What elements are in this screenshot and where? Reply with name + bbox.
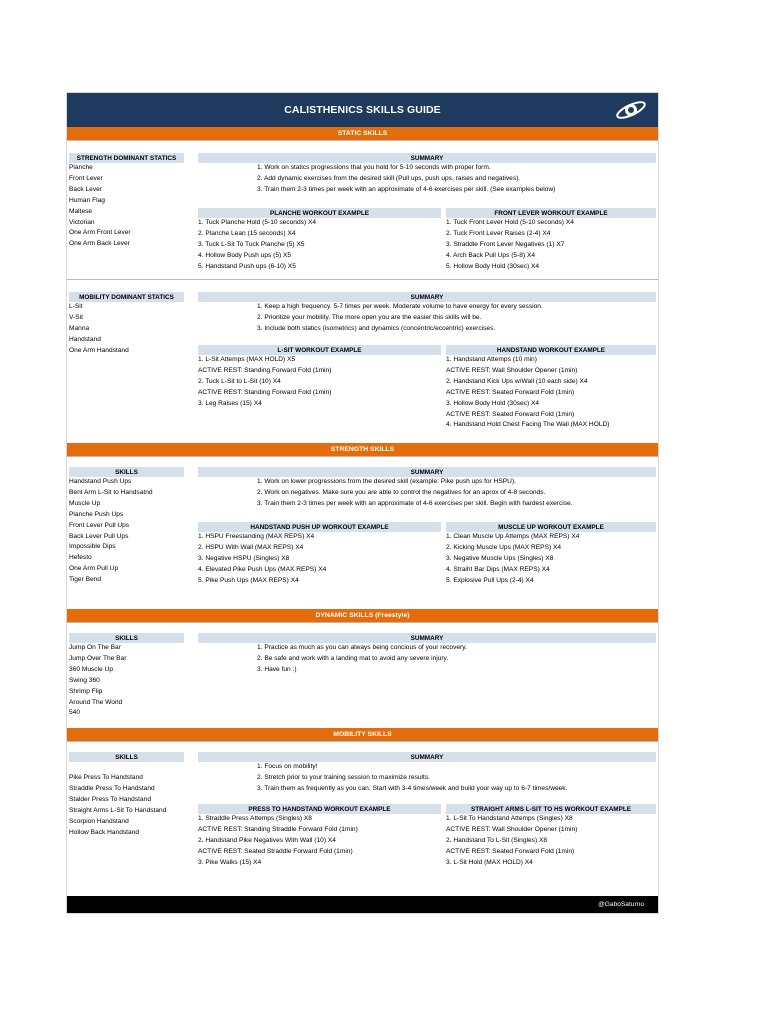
line-list bbox=[69, 643, 184, 719]
list-item: ACTIVE REST: Seated Straddle Forward Fold (1min) bbox=[198, 847, 353, 855]
line-list bbox=[198, 762, 656, 795]
l-sit-workout-heading: L-SIT WORKOUT EXAMPLE bbox=[198, 345, 441, 355]
front-lever-workout bbox=[446, 208, 656, 273]
list-item: 3. Negative HSPU (Singles) X8 bbox=[198, 554, 290, 562]
author-handle: @GaboSaturno bbox=[598, 901, 644, 908]
list-item: Handstand Push Ups bbox=[69, 478, 132, 485]
list-item: 1. Work on lower progressions from the desired skill (example: Pike push ups for HSPU). bbox=[257, 478, 516, 485]
list-item: One Arm Front Lever bbox=[69, 229, 131, 237]
list-item: Scorpion Handstand bbox=[69, 817, 129, 825]
list-item: Planche Push Ups bbox=[69, 510, 124, 518]
list-item: Manna bbox=[69, 324, 90, 332]
dynamic-skills-list bbox=[69, 633, 184, 719]
line-list bbox=[198, 163, 656, 196]
band-dynamic-skills: DYNAMIC SKILLS (Freestyle) bbox=[67, 609, 658, 622]
mobility-statics-heading: MOBILITY DOMINANT STATICS bbox=[69, 292, 184, 302]
planche-workout bbox=[198, 208, 441, 273]
list-item: 5. Pike Push Ups (MAX REPS) X4 bbox=[198, 576, 299, 584]
line-list bbox=[69, 302, 184, 357]
dynamic-skills-heading: SKILLS bbox=[69, 633, 184, 643]
list-item: ACTIVE REST: Standing Straddle Forward Fold (1min) bbox=[198, 825, 358, 833]
list-item: 1. L-Sit To Handstand Attemps (Singles) X8 bbox=[446, 815, 573, 822]
list-item: Swing 360 bbox=[69, 676, 100, 684]
list-item: Front Lever bbox=[69, 174, 103, 182]
list-item: Maltese bbox=[69, 207, 93, 215]
straight-arms-workout-heading: STRAIGHT ARMS L-SIT TO HS WORKOUT EXAMPLE bbox=[446, 804, 656, 814]
line-list bbox=[198, 218, 441, 273]
list-item: 1. HSPU Freestanding (MAX REPS) X4 bbox=[198, 533, 315, 540]
handstand-workout bbox=[446, 345, 656, 431]
list-item: 3. Negative Muscle Ups (Singles) X8 bbox=[446, 554, 554, 562]
saturn-logo-icon bbox=[614, 98, 648, 122]
summary-heading: SUMMARY bbox=[198, 633, 656, 643]
band-mobility-skills: MOBILITY SKILLS bbox=[67, 728, 658, 741]
list-item: 3. Train them 2-3 times per week with an approximate of 4-6 exercises per skill. Begin with hardest exercise. bbox=[257, 499, 573, 507]
band-static-skills: STATIC SKILLS bbox=[67, 127, 658, 140]
list-item: 2. Add dynamic exercises from the desired skill (Pull ups, push ups, raises and negatives). bbox=[257, 174, 521, 182]
hspu-workout-heading: HANDSTAND PUSH UP WORKOUT EXAMPLE bbox=[198, 522, 441, 532]
strength-statics-heading: STRENGTH DOMINANT STATICS bbox=[69, 153, 184, 163]
list-item: Straddle Press To Handstand bbox=[69, 784, 155, 792]
list-item: 540 bbox=[69, 709, 81, 717]
summary-heading: SUMMARY bbox=[198, 467, 656, 477]
list-item: 3. Leg Raises (15) X4 bbox=[198, 399, 262, 407]
list-item: Victorian bbox=[69, 218, 95, 226]
section-mobility-statics bbox=[67, 279, 658, 443]
hspu-workout bbox=[198, 522, 441, 587]
list-item: Back Lever Pull Ups bbox=[69, 532, 129, 540]
line-list bbox=[198, 302, 656, 335]
list-item: 1. Work on statics progressions that you hold for 5-10 seconds with proper form. bbox=[257, 164, 491, 171]
summary-heading: SUMMARY bbox=[198, 752, 656, 762]
list-item: 5. Handstand Push ups (6-10) X5 bbox=[198, 262, 296, 270]
list-item: 2. Handstand Kick Ups w/Wall (10 each side) X4 bbox=[446, 377, 588, 385]
list-item: 1. Tuck Front Lever Hold (5-10 seconds) X4 bbox=[446, 219, 574, 226]
list-item: 3. Hollow Body Hold (30sec) X4 bbox=[446, 399, 540, 407]
list-item: Hollow Back Handstand bbox=[69, 828, 140, 836]
strength-skills-list bbox=[69, 467, 184, 586]
list-item: 1. Keep a high frequency. 5-7 times per week. Moderate volume to have energy for every session. bbox=[257, 303, 543, 310]
mobility-skills-summary bbox=[198, 752, 656, 795]
section-strength-skills bbox=[67, 456, 658, 609]
list-item: One Arm Handstand bbox=[69, 346, 129, 354]
list-item: One Arm Pull Up bbox=[69, 565, 119, 573]
list-item: 3. Include both statics (isometrics) and dynamics (concentric/eccentric) exercises. bbox=[257, 324, 496, 332]
list-item: 4. Arch Back Pull Ups (5-8) X4 bbox=[446, 251, 536, 259]
list-item: 3. L-Sit Hold (MAX HOLD) X4 bbox=[446, 858, 533, 866]
list-item: Stalder Press To Handstand bbox=[69, 795, 151, 803]
list-item: Planche bbox=[69, 164, 93, 171]
mobility-statics-summary bbox=[198, 292, 656, 335]
list-item: 2. Work on negatives. Make sure you are able to control the negatives for an aprox of 4-8 seconds. bbox=[257, 488, 546, 496]
list-item: 2. Tuck Front Lever Raises (2-4) X4 bbox=[446, 229, 551, 237]
list-item: 2. Handstand Pike Negatives With Wall (10) X4 bbox=[198, 836, 336, 844]
list-item: 4. Straiht Bar Dips (MAX REPS) X4 bbox=[446, 565, 550, 573]
list-item: 1. Focus on mobility! bbox=[257, 763, 318, 770]
line-list bbox=[198, 814, 441, 869]
press-to-handstand-workout bbox=[198, 804, 441, 869]
list-item: Handstand bbox=[69, 335, 101, 343]
list-item: 3. Train them as frequently as you can. Start with 3-4 times/week and build your way up to 6-7 times/week. bbox=[257, 784, 568, 792]
section-mobility-skills bbox=[67, 741, 658, 880]
list-item: Muscle Up bbox=[69, 499, 101, 507]
list-item: ACTIVE REST: Seated Forward Fold (1min) bbox=[446, 388, 575, 396]
section-strength-statics bbox=[67, 140, 658, 279]
list-item: Jump On The Bar bbox=[69, 644, 121, 651]
footer-bar bbox=[67, 896, 658, 913]
list-item: Bent Arm L-Sit to Handsatnd bbox=[69, 488, 153, 496]
list-item: 1. Clean Muscle Up Attemps (MAX REPS) X4 bbox=[446, 533, 580, 540]
strength-skills-summary bbox=[198, 467, 656, 510]
list-item: 1. Practice as much as you can always being concious of your recovery. bbox=[257, 644, 467, 651]
list-item: 3. Train them 2-3 times per week with an approximate of 4-6 exercises per skill. (See examples below) bbox=[257, 185, 556, 193]
list-item: 5. Explosive Pull Ups (2-4) X4 bbox=[446, 576, 534, 584]
list-item: 1. L-Sit Attemps (MAX HOLD) X5 bbox=[198, 356, 296, 363]
section-dynamic-skills bbox=[67, 622, 658, 728]
list-item: One Arm Back Lever bbox=[69, 240, 130, 248]
list-item: 4. Elevated Pike Push Ups (MAX REPS) X4 bbox=[198, 565, 327, 573]
summary-heading: SUMMARY bbox=[198, 153, 656, 163]
summary-heading: SUMMARY bbox=[198, 292, 656, 302]
line-list bbox=[198, 355, 441, 410]
line-list bbox=[446, 355, 656, 431]
band-strength-skills: STRENGTH SKILLS bbox=[67, 443, 658, 456]
list-item: ACTIVE REST: Wall Shoulder Opener (1min) bbox=[446, 366, 578, 374]
list-item: Pike Press To Handstand bbox=[69, 774, 143, 781]
muscle-up-workout-heading: MUSCLE UP WORKOUT EXAMPLE bbox=[446, 522, 656, 532]
line-list bbox=[69, 477, 184, 586]
list-item: 2. Planche Lean (15 seconds) X4 bbox=[198, 229, 296, 237]
list-item: Back Lever bbox=[69, 185, 102, 193]
strength-skills-heading: SKILLS bbox=[69, 467, 184, 477]
list-item: 360 Muscle Up bbox=[69, 665, 113, 673]
list-item: Around The World bbox=[69, 698, 123, 706]
list-item: ACTIVE REST: Seated Forward Fold (1min) bbox=[446, 847, 575, 855]
l-sit-workout bbox=[198, 345, 441, 410]
strength-statics-summary bbox=[198, 153, 656, 196]
list-item: Front Lever Pull Ups bbox=[69, 521, 130, 529]
list-item: 3. Straddle Front Lever Negatives (1) X7 bbox=[446, 240, 565, 248]
list-item: L-Sit bbox=[69, 303, 83, 310]
list-item: 2. HSPU With Wall (MAX REPS) X4 bbox=[198, 543, 304, 551]
list-item: 2. Tuck L-Sit to L-Sit (10) X4 bbox=[198, 377, 281, 385]
line-list bbox=[69, 762, 184, 838]
line-list bbox=[198, 532, 441, 587]
list-item: Hefesto bbox=[69, 554, 92, 562]
mobility-skills-heading: SKILLS bbox=[69, 752, 184, 762]
list-item: Jump Over The Bar bbox=[69, 654, 127, 662]
list-item: 3. Pike Walks (15) X4 bbox=[198, 858, 262, 866]
list-item: 3. Tuck L-Sit To Tuck Planche (5) X5 bbox=[198, 240, 305, 248]
list-item: 4. Handstand Hold Chest Facing The Wall (MAX HOLD) bbox=[446, 421, 610, 429]
list-item: 4. Hollow Body Push ups (5) X5 bbox=[198, 251, 292, 259]
title-bar bbox=[67, 93, 658, 127]
list-item: Straight Arms L-Sit To Handstand bbox=[69, 806, 167, 814]
line-list bbox=[446, 814, 656, 869]
list-item: 1. Handstand Attemps (10 min) bbox=[446, 356, 537, 363]
skills-guide-sheet bbox=[67, 93, 658, 913]
list-item: 2. Stretch prior to your training session to maximize results. bbox=[257, 773, 430, 781]
list-item: ACTIVE REST: Standing Forward Fold (1min) bbox=[198, 366, 332, 374]
line-list bbox=[198, 643, 656, 676]
list-item: Tiger Bend bbox=[69, 576, 102, 584]
strength-statics-list bbox=[69, 153, 184, 250]
planche-workout-heading: PLANCHE WORKOUT EXAMPLE bbox=[198, 208, 441, 218]
list-item: ACTIVE REST: Wall Shoulder Opener (1min) bbox=[446, 825, 578, 833]
line-list bbox=[198, 477, 656, 510]
list-item: Shrimp Flip bbox=[69, 687, 103, 695]
press-to-handstand-workout-heading: PRESS TO HANDSTAND WORKOUT EXAMPLE bbox=[198, 804, 441, 814]
list-item: 5. Hollow Body Hold (30sec) X4 bbox=[446, 262, 540, 270]
dynamic-skills-summary bbox=[198, 633, 656, 676]
line-list bbox=[69, 163, 184, 250]
list-item: ACTIVE REST: Seated Forward Fold (1min) bbox=[446, 410, 575, 418]
mobility-statics-list bbox=[69, 292, 184, 357]
list-item: ACTIVE REST: Standing Forward Fold (1min) bbox=[198, 388, 332, 396]
list-item: Human Flag bbox=[69, 196, 105, 204]
list-item: 1. Tuck Planche Hold (5-10 seconds) X4 bbox=[198, 219, 317, 226]
list-item: 3. Have fun :) bbox=[257, 665, 297, 673]
list-item: V-Sit bbox=[69, 313, 83, 321]
list-item: 2. Be safe and work with a landing mat to avoid any severe injury. bbox=[257, 654, 449, 662]
handstand-workout-heading: HANDSTAND WORKOUT EXAMPLE bbox=[446, 345, 656, 355]
list-item: 2. Kicking Muscle Ups (MAX REPS) X4 bbox=[446, 543, 562, 551]
muscle-up-workout bbox=[446, 522, 656, 587]
front-lever-workout-heading: FRONT LEVER WORKOUT EXAMPLE bbox=[446, 208, 656, 218]
list-item: 2. Prioritize your mobility. The more open you are the easier this skills will be. bbox=[257, 313, 482, 321]
list-item: Impossible Dips bbox=[69, 543, 116, 551]
list-item: 2. Handstand To L-Sit (Singles) X8 bbox=[446, 836, 548, 844]
straight-arms-workout bbox=[446, 804, 656, 869]
page-title: CALISTHENICS SKILLS GUIDE bbox=[284, 104, 441, 116]
list-item: 1. Straddle Press Attemps (Singles) X8 bbox=[198, 815, 312, 822]
line-list bbox=[446, 218, 656, 273]
line-list bbox=[446, 532, 656, 587]
mobility-skills-list bbox=[69, 752, 184, 838]
